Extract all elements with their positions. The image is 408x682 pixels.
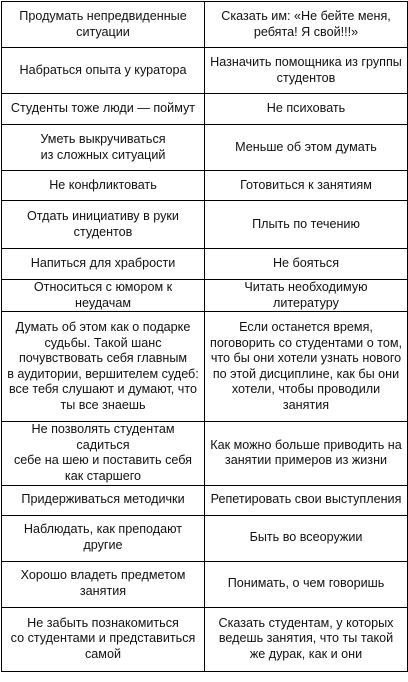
- table-row: [2, 485, 408, 515]
- table-row: [2, 94, 408, 125]
- table-cell: Хорошо владеть предметом занятия: [2, 561, 205, 607]
- table-cell: Придерживаться методички: [2, 485, 205, 515]
- table-cell: Не бояться: [205, 249, 408, 280]
- table-cell: Наблюдать, как преподают другие: [2, 515, 205, 561]
- table-cell: Готовиться к занятиям: [205, 171, 408, 201]
- table-cell: Сказать им: «Не бейте меня, ребята! Я свой!!!»: [205, 2, 408, 48]
- table-row: [2, 312, 408, 422]
- table-cell: Набраться опыта у куратора: [2, 48, 205, 94]
- table-row: [2, 607, 408, 671]
- table-cell: Репетировать свои выступления: [205, 485, 408, 515]
- advice-table-body: [2, 2, 408, 672]
- table-row: [2, 2, 408, 48]
- table-cell: Не психовать: [205, 94, 408, 125]
- table-row: [2, 201, 408, 249]
- table-cell: Назначить помощника из группы студентов: [205, 48, 408, 94]
- table-row: [2, 249, 408, 280]
- table-row: [2, 125, 408, 171]
- table-cell: Не позволять студентам садиться себе на шею и поставить себя как старшего: [2, 422, 205, 485]
- table-cell: Если останется время, поговорить со студентами о том, что бы они хотели узнать нового по этой дисциплине, как бы они хотели, чтобы проводили занятия: [205, 312, 408, 422]
- table-row: [2, 561, 408, 607]
- table-cell: Продумать непредвиденные ситуации: [2, 2, 205, 48]
- table-row: [2, 171, 408, 201]
- table-row: [2, 515, 408, 561]
- advice-table: [1, 1, 408, 672]
- table-cell: Не конфликтовать: [2, 171, 205, 201]
- table-cell: Понимать, о чем говоришь: [205, 561, 408, 607]
- table-cell: Отдать инициативу в руки студентов: [2, 201, 205, 249]
- table-cell: Напиться для храбрости: [2, 249, 205, 280]
- table-cell: Быть во всеоружии: [205, 515, 408, 561]
- table-cell: Думать об этом как о подарке судьбы. Такой шанс почувствовать себя главным в аудитории, вершителем судеб: все тебя слушают и думают, что ты все знаешь: [2, 312, 205, 422]
- table-cell: Меньше об этом думать: [205, 125, 408, 171]
- table-cell: Читать необходимую литературу: [205, 280, 408, 312]
- table-cell: Плыть по течению: [205, 201, 408, 249]
- table-cell: Не забыть познакомиться со студентами и представиться самой: [2, 607, 205, 671]
- table-cell: Относиться с юмором к неудачам: [2, 280, 205, 312]
- table-row: [2, 422, 408, 485]
- table-cell: Сказать студентам, у которых ведешь занятия, что ты такой же дурак, как и они: [205, 607, 408, 671]
- table-cell: Студенты тоже люди — поймут: [2, 94, 205, 125]
- table-cell: Как можно больше приводить на занятии примеров из жизни: [205, 422, 408, 485]
- table-row: [2, 280, 408, 312]
- table-cell: Уметь выкручиваться из сложных ситуаций: [2, 125, 205, 171]
- table-row: [2, 48, 408, 94]
